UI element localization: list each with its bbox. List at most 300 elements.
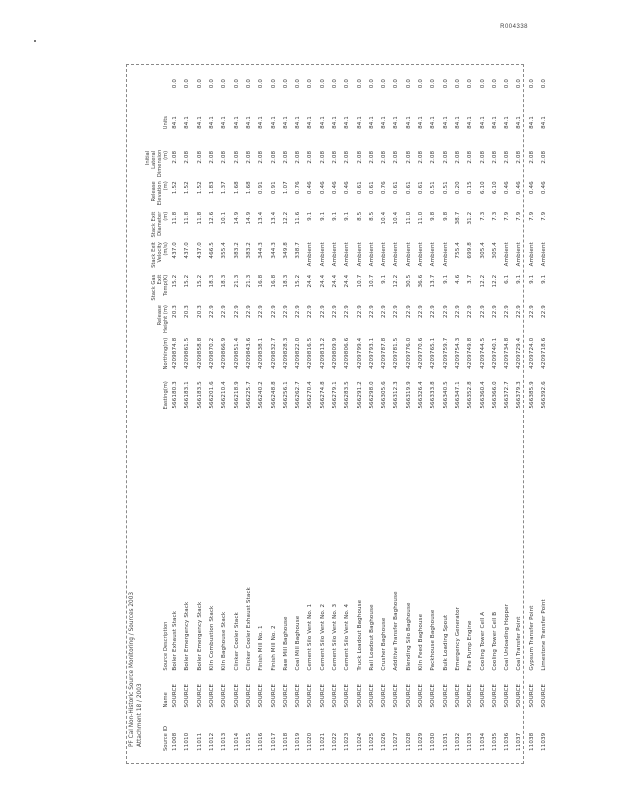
table-cell: 12.2 <box>479 274 486 288</box>
table-cell: 84.1 <box>418 116 425 129</box>
table-cell: 84.1 <box>270 116 277 129</box>
table-cell: 2.08 <box>344 150 351 164</box>
table-cell: 0.61 <box>356 181 363 195</box>
table-cell: 4209776.0 <box>405 337 412 369</box>
table-cell: 4209861.5 <box>184 337 191 369</box>
table-cell: 305.4 <box>479 242 486 259</box>
table-cell: 22.9 <box>541 305 548 318</box>
table-cell: 11026 <box>381 732 388 751</box>
table-cell: SOURCE <box>295 683 302 708</box>
table-cell: 2.08 <box>295 150 302 164</box>
table-cell: 566352.8 <box>467 381 474 409</box>
table-cell: Ambient <box>319 242 326 267</box>
table-cell: 22.9 <box>442 305 449 318</box>
table-cell: Cooling Tower Cell B <box>491 611 498 671</box>
table-cell: 18.3 <box>221 274 228 288</box>
table-row <box>403 77 415 753</box>
table-cell: 11012 <box>209 732 216 751</box>
table-cell: 13.4 <box>258 211 265 225</box>
table-cell: Ambient <box>405 242 412 267</box>
table-cell: 0.46 <box>516 181 523 195</box>
table-row <box>218 77 230 753</box>
table-row <box>452 77 464 753</box>
table-cell: 11029 <box>418 732 425 751</box>
column-header: Stack Exit Velocity (m/s) <box>151 242 169 268</box>
table-cell: SOURCE <box>344 683 351 708</box>
table-cell: 22.9 <box>418 305 425 318</box>
table-cell: 10.7 <box>356 274 363 288</box>
table-cell: 22.9 <box>381 305 388 318</box>
table-cell: 0.46 <box>541 181 548 195</box>
table-cell: 84.1 <box>368 116 375 129</box>
table-cell: 24.4 <box>332 274 338 288</box>
table-cell: 22.9 <box>245 305 252 318</box>
table-cell: Ambient <box>344 242 351 267</box>
table-cell: Ambient <box>356 242 363 267</box>
table-cell: 2.08 <box>381 150 388 164</box>
table-cell: 0.76 <box>381 181 388 195</box>
table-cell: 566298.0 <box>368 381 375 409</box>
table-row <box>341 77 353 753</box>
table-cell: 344.3 <box>258 242 265 259</box>
table-cell: 4209781.5 <box>393 337 400 369</box>
table-cell: Additive Transfer Baghouse <box>393 591 400 671</box>
table-cell: 22.9 <box>479 305 486 318</box>
table-cell: Clinker Cooler Stack <box>233 612 240 671</box>
table-cell: 11032 <box>454 732 461 751</box>
table-cell: 84.1 <box>442 116 449 129</box>
table-cell: 84.1 <box>209 116 216 129</box>
table-cell: SOURCE <box>393 683 400 708</box>
table-cell: 15.2 <box>196 274 203 288</box>
table-cell: 2.08 <box>332 150 338 164</box>
table-cell: 11.0 <box>418 211 425 225</box>
table-cell: 84.1 <box>307 116 314 129</box>
table-row <box>390 77 402 753</box>
table-cell: Cement Silo Vent No. 3 <box>332 603 338 671</box>
table-cell: 3.7 <box>467 274 474 284</box>
table-row <box>304 77 316 753</box>
table-row <box>329 77 341 753</box>
table-row <box>243 77 255 753</box>
table-row <box>538 77 550 753</box>
table-cell: Ambient <box>332 242 338 267</box>
table-cell: 566312.3 <box>393 381 400 409</box>
table-cell: 2.08 <box>270 150 277 164</box>
table-cell: 566270.4 <box>307 381 314 409</box>
table-cell: Cement Silo Vent No. 1 <box>307 603 314 671</box>
table-cell: 1.07 <box>282 181 289 195</box>
table-cell: 0.91 <box>258 181 265 195</box>
table-cell: 0.0 <box>454 79 461 89</box>
table-cell: 12.2 <box>393 274 400 288</box>
table-cell: Blending Silo Baghouse <box>405 602 412 671</box>
table-cell: 2.08 <box>245 150 252 164</box>
table-cell: 1.52 <box>172 181 179 195</box>
table-cell: 11018 <box>282 732 289 751</box>
table-cell: 11015 <box>245 732 252 751</box>
table-cell: 344.3 <box>270 242 277 259</box>
table-cell: 566283.5 <box>344 381 351 409</box>
table-cell: 0.0 <box>282 79 289 89</box>
table-cell: Truck Loadout Baghouse <box>356 599 363 671</box>
table-cell: 566385.9 <box>528 381 535 409</box>
table-cell: 13.4 <box>270 211 277 225</box>
table-cell: SOURCE <box>270 683 277 708</box>
table-cell: 0.46 <box>344 181 351 195</box>
table-cell: 22.9 <box>221 305 228 318</box>
table-cell: 1.83 <box>209 181 216 195</box>
table-cell: 4209806.6 <box>344 337 351 369</box>
table-cell: 0.0 <box>295 79 302 89</box>
table-row <box>501 77 513 753</box>
table-cell: 4209759.7 <box>442 337 449 369</box>
table-cell: 4209770.6 <box>418 337 425 369</box>
table-cell: 22.9 <box>332 305 338 318</box>
table-cell: 22.9 <box>319 305 326 318</box>
table-cell: 4209799.4 <box>356 337 363 369</box>
column-header: Stack Gas Exit Temp(K) <box>151 274 169 301</box>
table-cell: 84.1 <box>245 116 252 129</box>
table-cell: 0.51 <box>430 181 437 195</box>
table-cell: 566256.1 <box>282 381 289 409</box>
table-cell: SOURCE <box>233 683 240 708</box>
table-cell: Ambient <box>368 242 375 267</box>
table-cell: SOURCE <box>418 683 425 708</box>
column-header: Source ID <box>163 726 169 751</box>
table-cell: 22.9 <box>356 305 363 318</box>
table-cell: Boiler Exhaust Stack <box>172 610 179 671</box>
table-cell: 4209740.1 <box>491 337 498 369</box>
table-cell: 11014 <box>233 732 240 751</box>
table-cell: 0.0 <box>356 79 363 89</box>
table-cell: 2.08 <box>196 150 203 164</box>
table-cell: 11035 <box>491 732 498 751</box>
table-cell: 11031 <box>442 732 449 751</box>
table-cell: 566347.1 <box>454 381 461 409</box>
table-cell: 4209787.8 <box>381 337 388 369</box>
table-cell: 11030 <box>430 732 437 751</box>
table-cell: 12.6 <box>209 211 216 225</box>
table-header-row <box>145 77 169 753</box>
table-cell: SOURCE <box>282 683 289 708</box>
table-cell: 84.1 <box>528 116 535 129</box>
table-cell: 2.08 <box>504 150 511 164</box>
table-cell: 0.51 <box>442 181 449 195</box>
table-cell: 84.1 <box>282 116 289 129</box>
table-cell: 566180.3 <box>172 381 179 409</box>
table-cell: 2.08 <box>319 150 326 164</box>
table-cell: 22.9 <box>430 305 437 318</box>
table-cell: 22.9 <box>393 305 400 318</box>
table-cell: 0.0 <box>319 79 326 89</box>
column-header: Source Description <box>163 621 169 671</box>
table-cell: Cement Silo Vent No. 4 <box>344 603 351 671</box>
table-cell: 2.08 <box>221 150 228 164</box>
table-cell: 11039 <box>541 732 548 751</box>
table-cell: 7.9 <box>516 211 523 221</box>
table-cell: 9.1 <box>541 274 548 284</box>
table-cell: 0.0 <box>344 79 351 89</box>
table-cell: SOURCE <box>541 683 548 708</box>
table-cell: 11010 <box>184 732 191 751</box>
table-cell: 15.2 <box>184 274 191 288</box>
table-cell: 4.6 <box>454 274 461 284</box>
table-cell: 2.08 <box>209 150 216 164</box>
table-cell: 0.0 <box>541 79 548 89</box>
table-cell: 11011 <box>196 732 203 751</box>
table-cell: 11027 <box>393 732 400 751</box>
table-cell: 2.08 <box>307 150 314 164</box>
table-cell: 11038 <box>528 732 535 751</box>
bates-number: R004338 <box>500 24 528 30</box>
table-cell: 437.0 <box>196 242 203 259</box>
table-cell: 11037 <box>516 732 523 751</box>
table-cell: 349.8 <box>282 242 289 259</box>
table-cell: 0.0 <box>221 79 228 89</box>
table-cell: 38.7 <box>454 211 461 225</box>
table-cell: 11017 <box>270 732 277 751</box>
column-header: Release Elevation (m) <box>151 181 169 206</box>
table-cell: 10.4 <box>381 211 388 225</box>
table-cell: 11016 <box>258 732 265 751</box>
table-cell: 566291.2 <box>356 381 363 409</box>
table-cell: 84.1 <box>196 116 203 129</box>
table-cell: 0.76 <box>295 181 302 195</box>
table-row <box>366 77 378 753</box>
table-cell: 305.4 <box>491 242 498 259</box>
table-cell: 6.10 <box>491 181 498 195</box>
table-cell: 22.9 <box>209 305 216 318</box>
table-cell: 0.0 <box>172 79 179 89</box>
table-cell: SOURCE <box>319 683 326 708</box>
table-cell: Rail Loadout Baghouse <box>368 604 375 671</box>
table-cell: 355.4 <box>221 242 228 259</box>
table-cell: 6.1 <box>504 274 511 284</box>
table-cell: SOURCE <box>381 683 388 708</box>
table-cell: 84.1 <box>258 116 265 129</box>
table-cell: Coal Mill Baghouse <box>295 615 302 671</box>
table-cell: 4209718.6 <box>541 337 548 369</box>
table-cell: 84.1 <box>541 116 548 129</box>
table-cell: 566240.2 <box>258 381 265 409</box>
table-cell: 566360.4 <box>479 381 486 409</box>
table-cell: 84.1 <box>356 116 363 129</box>
table-cell: 18.3 <box>282 274 289 288</box>
table-cell: 22.9 <box>233 305 240 318</box>
table-cell: 566201.6 <box>209 381 216 409</box>
table-cell: 9.1 <box>381 274 388 284</box>
table-cell: 2.08 <box>258 150 265 164</box>
table-cell: SOURCE <box>172 683 179 708</box>
table-cell: 84.1 <box>221 116 228 129</box>
table-cell: 566333.8 <box>430 381 437 409</box>
table-cell: 0.0 <box>332 79 338 89</box>
table-cell: Fire Pump Engine <box>467 620 474 671</box>
table-cell: SOURCE <box>307 683 314 708</box>
table-cell: 1.68 <box>233 181 240 195</box>
column-header: Release Height (m) <box>157 305 169 333</box>
table-cell: 4209754.3 <box>454 337 461 369</box>
table-row <box>464 77 476 753</box>
table-cell: 11028 <box>405 732 412 751</box>
table-cell: 18.3 <box>209 274 216 288</box>
table-cell: 0.0 <box>393 79 400 89</box>
table-cell: 11025 <box>368 732 375 751</box>
table-row <box>280 77 292 753</box>
table-cell: 0.0 <box>233 79 240 89</box>
table-cell: 338.7 <box>295 242 302 259</box>
table-cell: 8.5 <box>356 211 363 221</box>
table-cell: 22.9 <box>368 305 375 318</box>
table-cell: SOURCE <box>491 683 498 708</box>
column-header: Initial Lateral Dimension (m) <box>145 149 169 178</box>
table-cell: Crusher Baghouse <box>381 617 388 671</box>
table-cell: 4209858.8 <box>196 337 203 369</box>
column-header: Easting(m) <box>163 381 169 410</box>
table-cell: 4209838.1 <box>258 337 265 369</box>
table-cell: 84.1 <box>504 116 511 129</box>
table-cell: 11008 <box>172 732 179 751</box>
table-row <box>476 77 488 753</box>
table-cell: 2.08 <box>541 150 548 164</box>
table-cell: 0.46 <box>319 181 326 195</box>
table-cell: 22.9 <box>295 305 302 318</box>
column-header <box>145 77 169 114</box>
table-cell: 1.68 <box>245 181 252 195</box>
table-cell: 6.10 <box>479 181 486 195</box>
table-row <box>206 77 218 753</box>
table-cell: 84.1 <box>454 116 461 129</box>
table-cell: 383.2 <box>245 242 252 259</box>
table-row <box>169 77 181 753</box>
table-cell: 2.08 <box>528 150 535 164</box>
table-cell: 24.4 <box>307 274 314 288</box>
table-row <box>292 77 304 753</box>
table-row <box>317 77 329 753</box>
table-cell: Bulk Loading Spout <box>442 614 449 671</box>
table-cell: 11020 <box>307 732 314 751</box>
table-cell: 4209843.6 <box>245 337 252 369</box>
table-cell: 566326.4 <box>418 381 425 409</box>
table-cell: Limestone Transfer Point <box>541 599 548 671</box>
table-cell: 4209832.7 <box>270 337 277 369</box>
table-cell: 4209851.4 <box>233 337 240 369</box>
table-cell: 16.8 <box>258 274 265 288</box>
table-cell: 2.08 <box>479 150 486 164</box>
table-cell: 13.7 <box>430 274 437 288</box>
table-cell: 566210.4 <box>221 381 228 409</box>
table-cell: SOURCE <box>258 683 265 708</box>
table-cell: 4209822.0 <box>295 337 302 369</box>
table-cell: 14.9 <box>245 211 252 225</box>
table-cell: SOURCE <box>356 683 363 708</box>
table-cell: Ambient <box>430 242 437 267</box>
table-cell: 22.9 <box>344 305 351 318</box>
table-cell: 22.9 <box>258 305 265 318</box>
table-cell: 20.3 <box>184 305 191 318</box>
table-cell: 11013 <box>221 732 228 751</box>
table-cell: 466.5 <box>209 242 216 259</box>
table-cell: 9.1 <box>344 211 351 221</box>
table-cell: 9.1 <box>319 211 326 221</box>
column-header: Northing(m) <box>163 337 169 370</box>
table-cell: 0.0 <box>479 79 486 89</box>
table-cell: 7.9 <box>528 211 535 221</box>
table-cell: 4209793.1 <box>368 337 375 369</box>
table-cell: Ambient <box>381 242 388 267</box>
column-header: Name <box>163 692 169 708</box>
table-cell: 0.0 <box>258 79 265 89</box>
table-cell: 11021 <box>319 732 326 751</box>
table-cell: 0.0 <box>467 79 474 89</box>
table-cell: 10.7 <box>368 274 375 288</box>
table-cell: 22.9 <box>491 305 498 318</box>
table-cell: Ambient <box>528 242 535 267</box>
table-cell: 566225.7 <box>245 381 252 409</box>
table-cell: SOURCE <box>454 683 461 708</box>
table-row <box>526 77 538 753</box>
table-cell: Ambient <box>504 242 511 267</box>
table-cell: 11034 <box>479 732 486 751</box>
table-cell: 21.3 <box>233 274 240 288</box>
table-cell: 22.9 <box>405 305 412 318</box>
table-cell: SOURCE <box>332 683 338 708</box>
table-cell: 0.46 <box>504 181 511 195</box>
table-cell: 7.9 <box>541 211 548 221</box>
table-cell: 0.20 <box>454 181 461 195</box>
table-cell: 22.9 <box>504 305 511 318</box>
table-cell: 0.0 <box>381 79 388 89</box>
table-cell: 0.46 <box>332 181 338 195</box>
table-row <box>194 77 206 753</box>
table-cell: 437.0 <box>184 242 191 259</box>
table-cell: Clinker Cooler Exhaust Stack <box>245 587 252 671</box>
table-cell: 2.08 <box>233 150 240 164</box>
table-row <box>378 77 390 753</box>
table-cell: 0.0 <box>528 79 535 89</box>
table-cell: 20.3 <box>172 305 179 318</box>
table-cell: 0.61 <box>393 181 400 195</box>
table-cell: 11023 <box>344 732 351 751</box>
table-cell: Coal Transfer Point <box>516 616 523 671</box>
table-cell: 1.37 <box>221 181 228 195</box>
table-cell: 566279.1 <box>332 381 338 409</box>
table-cell: 0.15 <box>467 181 474 195</box>
table-cell: 0.0 <box>430 79 437 89</box>
table-cell: 7.3 <box>479 211 486 221</box>
table-cell: 2.08 <box>430 150 437 164</box>
table-row <box>230 77 242 753</box>
table-cell: Ambient <box>307 242 314 267</box>
table-cell: 11.0 <box>405 211 412 225</box>
table-cell: 84.1 <box>344 116 351 129</box>
table-cell: 566218.9 <box>233 381 240 409</box>
table-cell: 84.1 <box>172 116 179 129</box>
table-cell: 84.1 <box>393 116 400 129</box>
table-cell: SOURCE <box>184 683 191 708</box>
table-cell: 0.0 <box>442 79 449 89</box>
table-cell: 4209870.2 <box>209 337 216 369</box>
table-cell: 0.0 <box>504 79 511 89</box>
table-cell: 2.08 <box>172 150 179 164</box>
table-cell: Cement Silo Vent No. 2 <box>319 603 326 671</box>
column-header: Stack Exit Diameter (m) <box>151 211 169 238</box>
table-cell: 22.9 <box>270 305 277 318</box>
table-cell: SOURCE <box>430 683 437 708</box>
table-body <box>169 77 550 753</box>
table-cell: 0.0 <box>184 79 191 89</box>
